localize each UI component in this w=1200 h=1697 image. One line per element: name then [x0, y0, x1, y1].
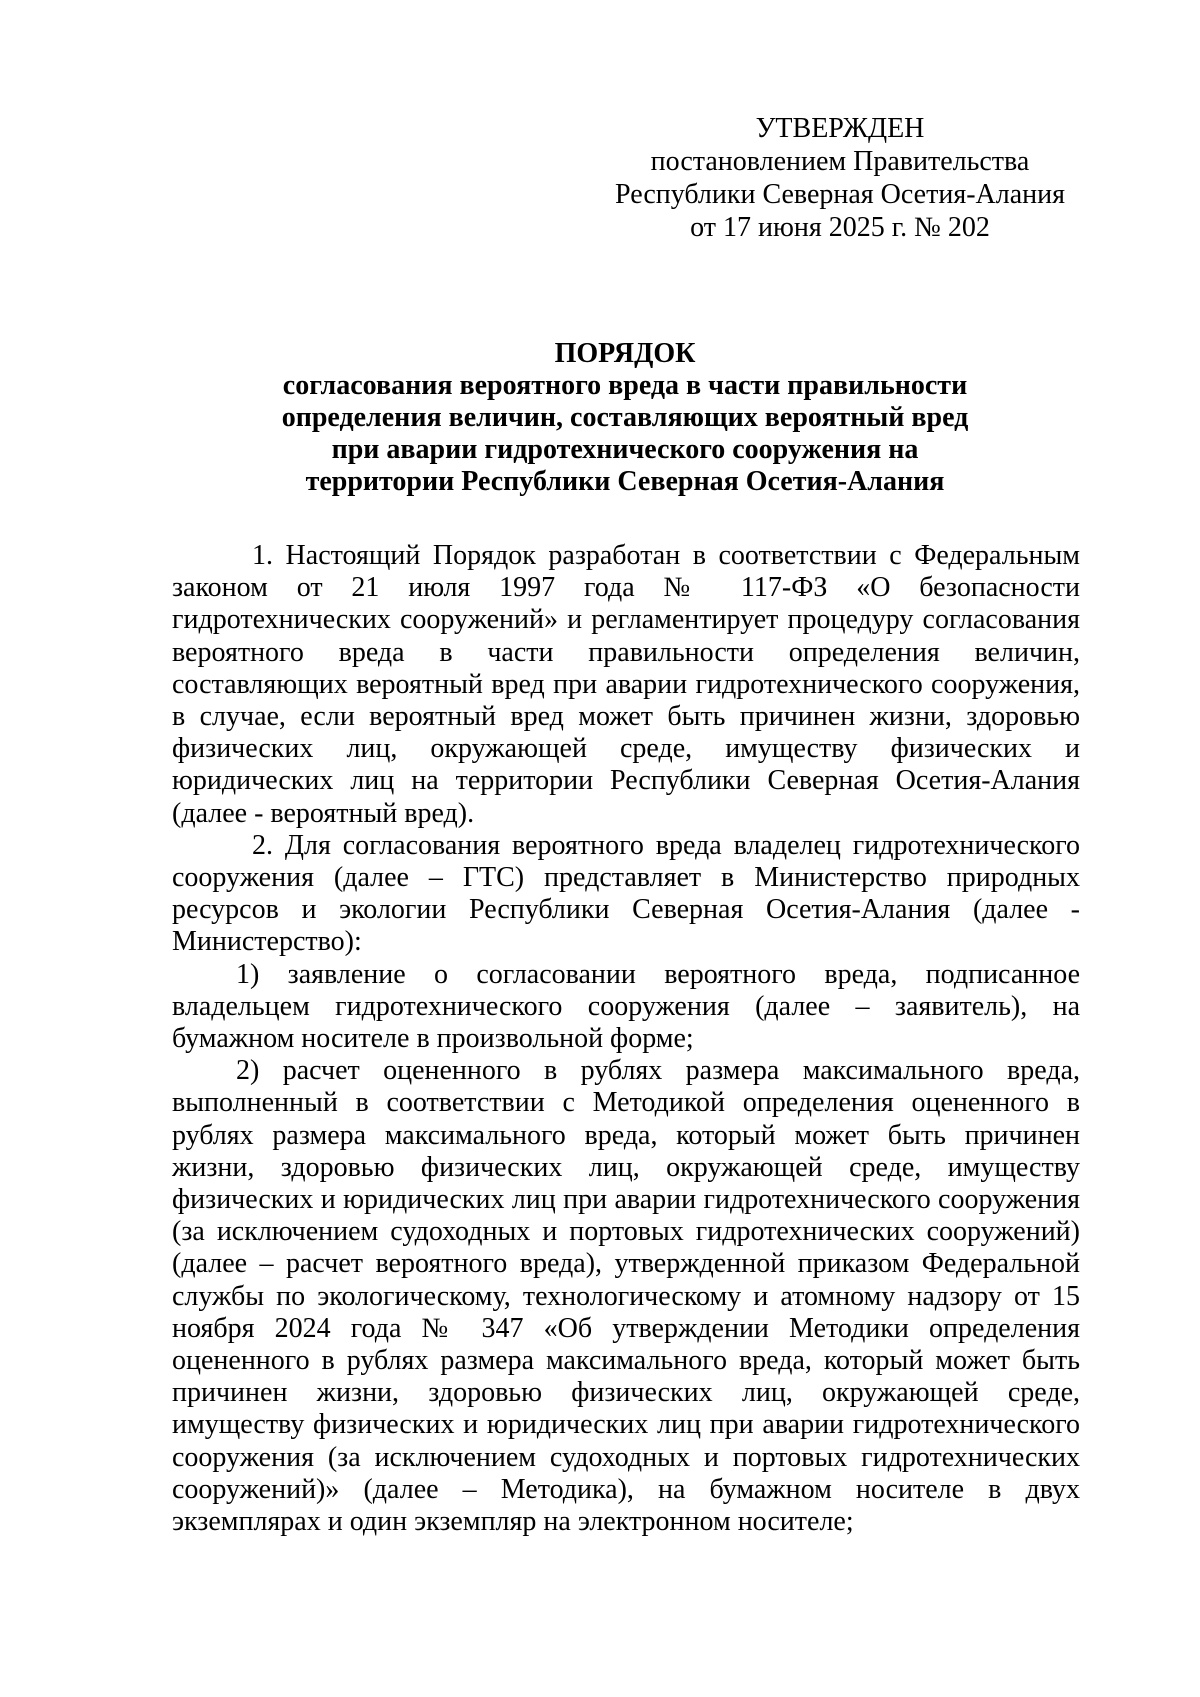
title-line-1: согласования вероятного вреда в части правильности: [282, 370, 968, 401]
paragraph-2: 2. Для согласования вероятного вреда владелец гидротехнического сооружения (далее – ГТС) представляет в Министерство природных ресурсов и экологии Республики Северная Осетия-Алания (далее - Министерство):: [172, 829, 1080, 958]
approval-stamp: [600, 112, 1080, 244]
paragraph-2-item-1: 1) заявление о согласовании вероятного вреда, подписанное владельцем гидротехнического сооружения (далее – заявитель), на бумажном носителе в произвольной форме;: [172, 958, 1080, 1055]
approval-line-4: от 17 июня 2025 г. № 202: [690, 212, 990, 243]
document-title: [170, 338, 1080, 498]
title-line-3: при аварии гидротехнического сооружения на: [331, 434, 919, 465]
title-line-2: определения величин, составляющих вероятный вред: [281, 402, 969, 433]
paragraph-1: 1. Настоящий Порядок разработан в соответствии с Федеральным законом от 21 июля 1997 года № 117-ФЗ «О безопасности гидротехнических сооружений» и регламентирует процедуру согласования вероятного вреда в части правильности определения величин, составляющих вероятный вред при аварии гидротехнического сооружения, в случае, если вероятный вред может быть причинен жизни, здоровью физических лиц, окружающей среде, имуществу физических и юридических лиц на территории Республики Северная Осетия-Алания (далее - вероятный вред).: [172, 540, 1080, 829]
paragraph-2-item-2: 2) расчет оцененного в рублях размера максимального вреда, выполненный в соответствии с Методикой определения оцененного в рублях размера максимального вреда, который может быть причинен жизни, здоровью физических лиц, окружающей среде, имуществу физических и юридических лиц при аварии гидротехнического сооружения (за исключением судоходных и портовых гидротехнических сооружений) (далее – расчет вероятного вреда), утвержденной приказом Федеральной службы по экологическому, технологическому и атомному надзору от 15 ноября 2024 года № 347 «Об утверждении Методики определения оцененного в рублях размера максимального вреда, который может быть причинен жизни, здоровью физических лиц, окружающей среде, имуществу физических и юридических лиц при аварии гидротехнического сооружения (за исключением судоходных и портовых гидротехнических сооружений)» (далее – Методика), на бумажном носителе в двух экземплярах и один экземпляр на электронном носителе;: [172, 1055, 1080, 1538]
approval-line-3: Республики Северная Осетия-Алания: [615, 179, 1065, 210]
title-line-4: территории Республики Северная Осетия-Алания: [305, 466, 945, 497]
approval-line-1: УТВЕРЖДЕН: [755, 113, 925, 144]
title-heading: ПОРЯДОК: [554, 338, 696, 369]
document-body: [172, 540, 1080, 1538]
approval-line-2: постановлением Правительства: [650, 146, 1030, 177]
